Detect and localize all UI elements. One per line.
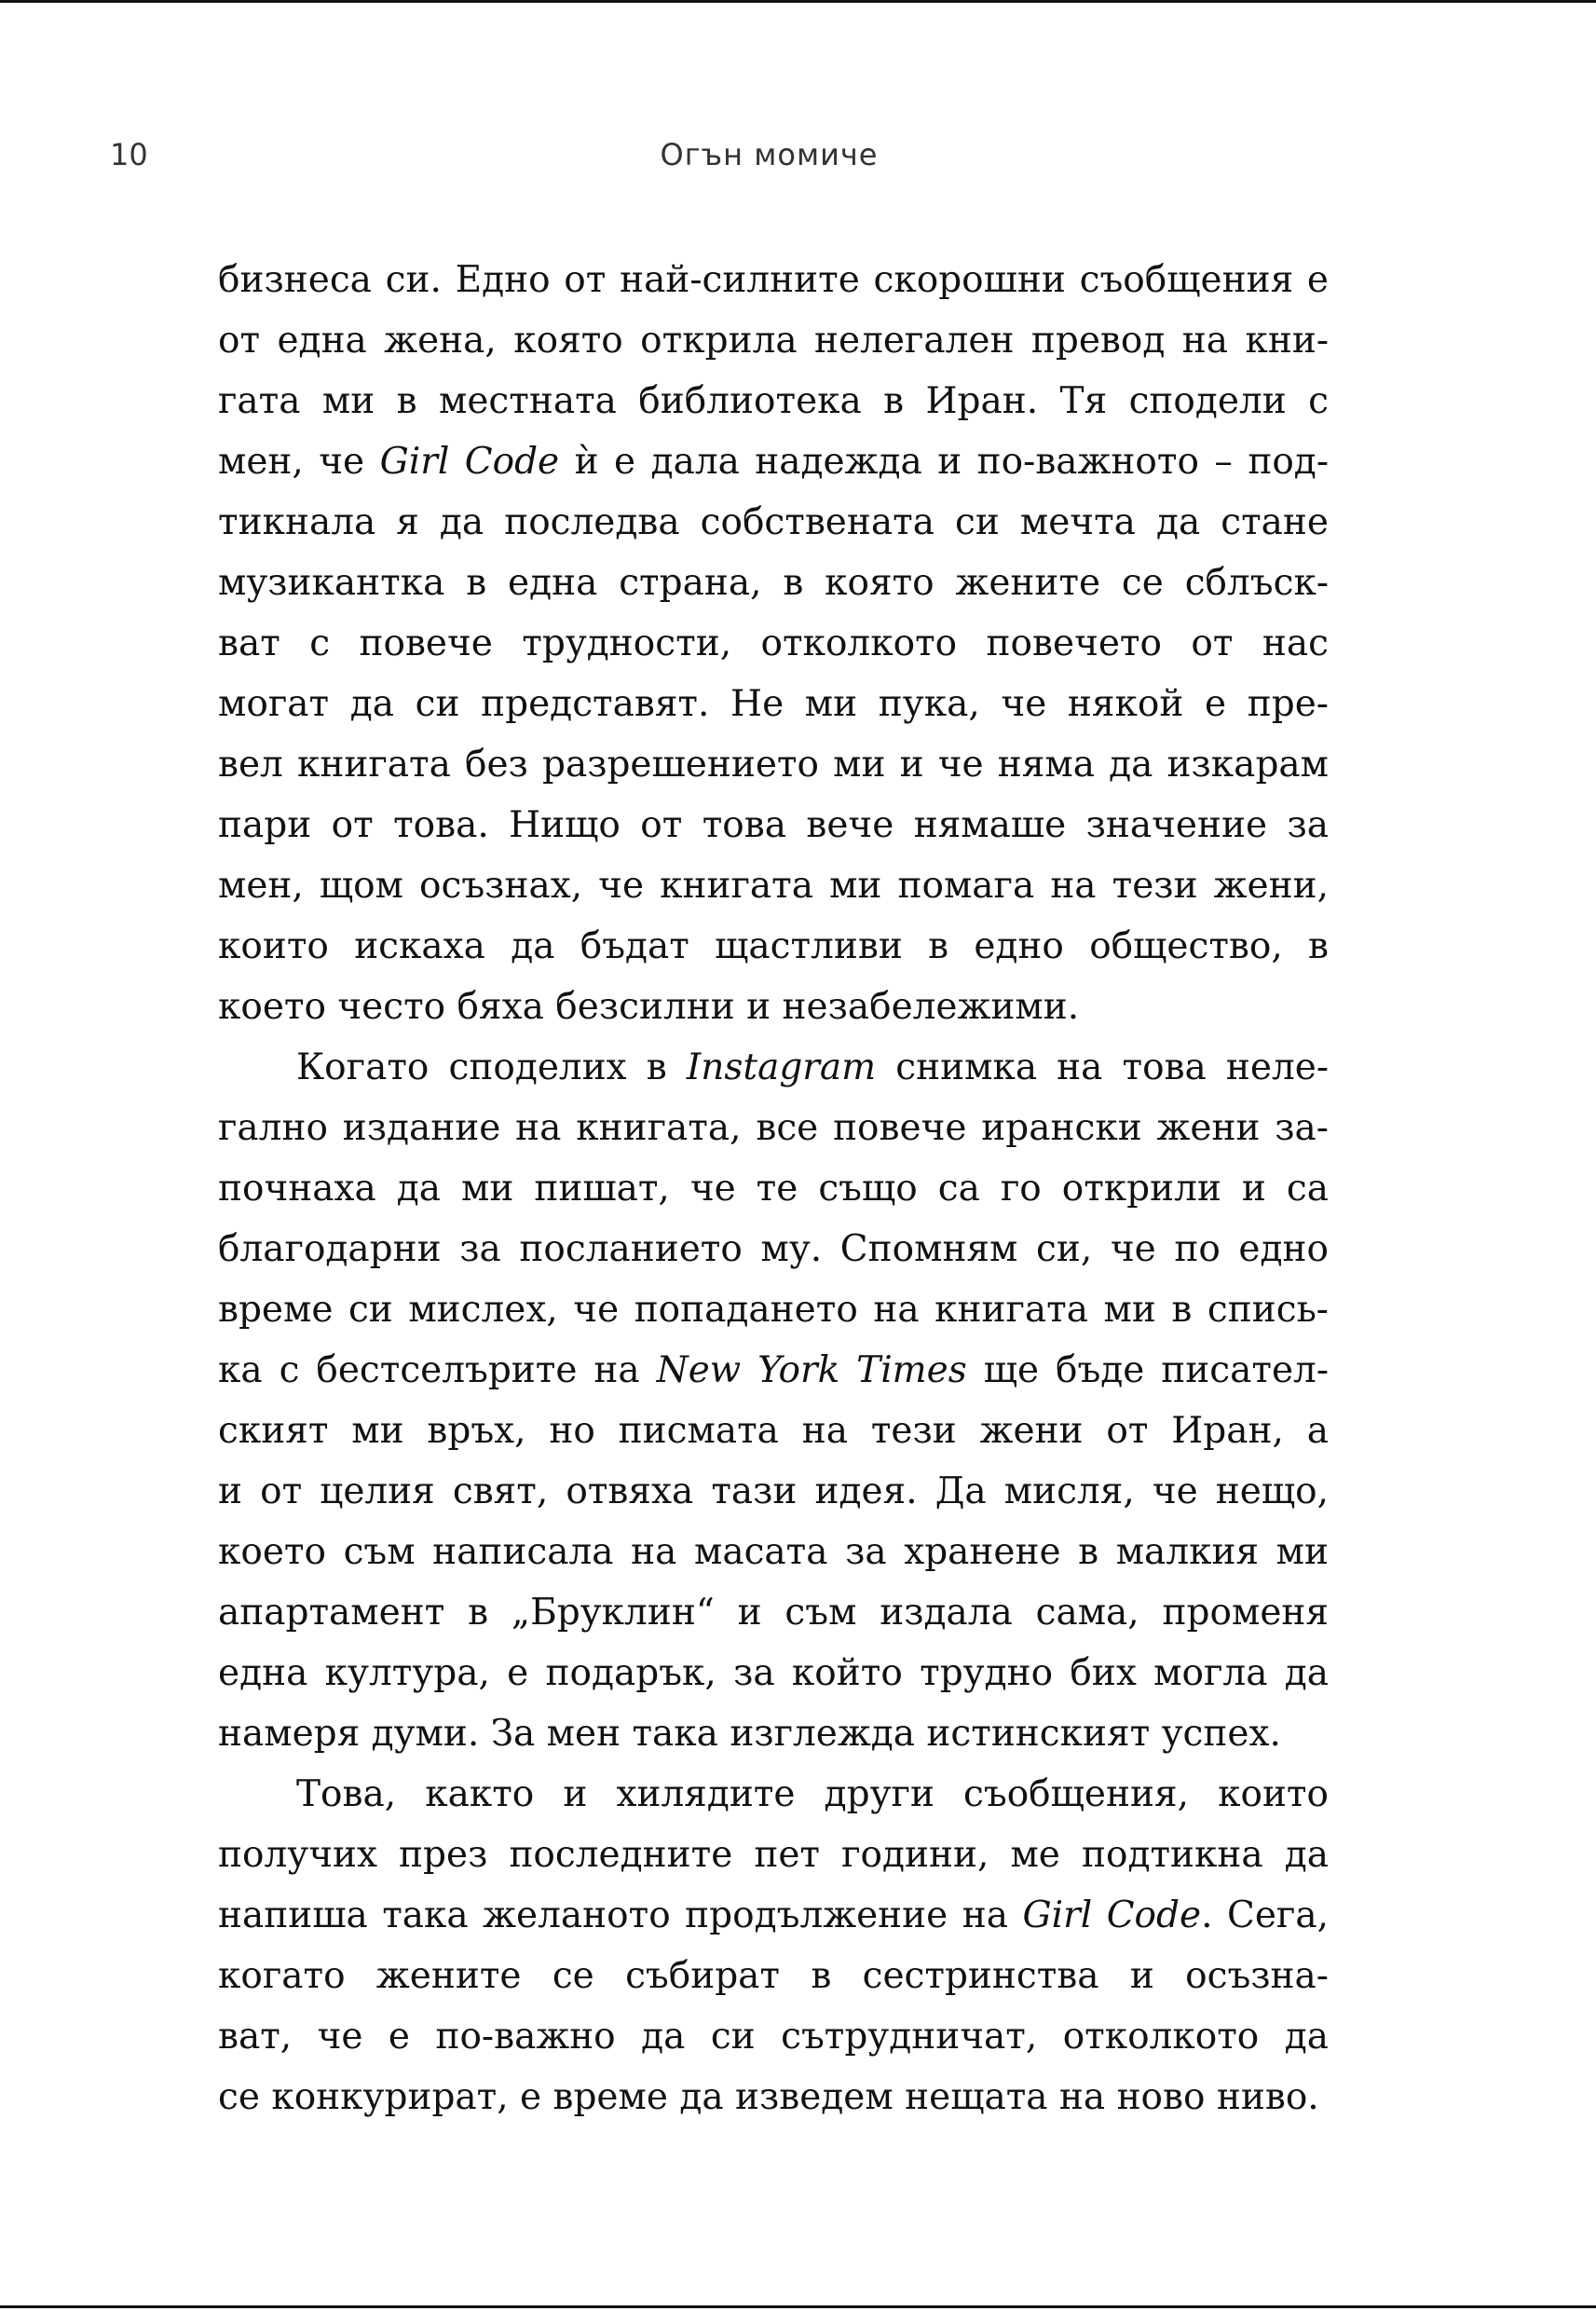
text-line: което често бяха безсилни и незабележими. xyxy=(218,986,1080,1028)
text-segment: Когато споделих в xyxy=(296,1046,687,1088)
text-line: и от целия свят, отвяха тази идея. Да мисля, че нещо, xyxy=(218,1470,1329,1512)
paragraph xyxy=(218,250,1329,1037)
text-line xyxy=(218,1885,1329,1946)
text-segment: напиша така желаното продължение на xyxy=(218,1894,1023,1936)
text-line: една култура, е подарък, за който трудно бих могла да xyxy=(218,1652,1329,1694)
text-segment: . Сега, xyxy=(1201,1894,1329,1936)
text-line: апартамент в „Бруклин“ и съм издала сама, променя xyxy=(218,1592,1329,1634)
text-segment: снимка на това неле- xyxy=(876,1046,1329,1088)
text-line xyxy=(218,1340,1329,1401)
text-line: почнаха да ми пишат, че те също са го открили и са xyxy=(218,1168,1329,1210)
text-line: получих през последните пет години, ме подтикна да xyxy=(218,1834,1329,1876)
text-line: пари от това. Нищо от това вече нямаше значение за xyxy=(218,804,1329,846)
text-line: бизнеса си. Едно от най-силните скорошни съобщения е xyxy=(218,259,1329,301)
text-line: гално издание на книгата, все повече ирански жени за- xyxy=(218,1107,1329,1149)
text-line xyxy=(218,431,1329,492)
bottom-border-rule xyxy=(0,2305,1596,2308)
text-line: когато жените се събират в сестринства и осъзна- xyxy=(218,1955,1329,1997)
text-line: тикнала я да последва собствената си мечта да стане xyxy=(218,501,1329,543)
text-line: мен, щом осъзнах, че книгата ми помага на тези жени, xyxy=(218,865,1329,907)
page-number: 10 xyxy=(110,137,148,172)
body-text xyxy=(218,250,1329,2127)
text-line: време си мислех, че попадането на книгата ми в спись- xyxy=(218,1289,1329,1331)
text-line: намеря думи. За мен така изглежда истинският успех. xyxy=(218,1713,1281,1755)
text-segment: мен, че xyxy=(218,441,380,483)
text-line: ват с повече трудности, отколкото повечето от нас xyxy=(218,622,1329,664)
italic-title: New York Times xyxy=(656,1349,967,1391)
text-line: музикантка в една страна, в която жените се сблъск- xyxy=(218,562,1329,604)
text-line: Това, както и хилядите други съобщения, които xyxy=(296,1773,1329,1815)
text-line: могат да си представят. Не ми пука, че някой е пре- xyxy=(218,683,1329,725)
top-border-rule xyxy=(0,0,1596,3)
text-segment: ка с бестселърите на xyxy=(218,1349,657,1391)
italic-title: Instagram xyxy=(686,1046,877,1088)
text-line: от една жена, която открила нелегален превод на кни- xyxy=(218,320,1329,362)
running-title: Огън момиче xyxy=(660,137,879,172)
paragraph xyxy=(218,1764,1329,2127)
text-segment: ѝ е дала надежда и по-важното – под- xyxy=(559,441,1329,483)
text-segment: ще бъде писател- xyxy=(966,1349,1329,1391)
italic-title: Girl Code xyxy=(379,441,560,483)
italic-title: Girl Code xyxy=(1022,1894,1202,1936)
text-line: ският ми връх, но писмата на тези жени от Иран, а xyxy=(218,1410,1329,1452)
text-line xyxy=(218,1037,1329,1098)
text-line: гата ми в местната библиотека в Иран. Тя сподели с xyxy=(218,380,1329,422)
text-line: вел книгата без разрешението ми и че няма да изкарам xyxy=(218,744,1329,786)
text-line: което съм написала на масата за хранене в малкия ми xyxy=(218,1531,1329,1573)
paragraph xyxy=(218,1037,1329,1764)
text-line: ват, че е по-важно да си сътрудничат, отколкото да xyxy=(218,2016,1329,2058)
text-line: благодарни за посланието му. Спомням си, че по едно xyxy=(218,1228,1329,1270)
text-line: се конкурират, е време да изведем нещата на ново ниво. xyxy=(218,2076,1319,2118)
text-line: които искаха да бъдат щастливи в едно общество, в xyxy=(218,925,1329,967)
